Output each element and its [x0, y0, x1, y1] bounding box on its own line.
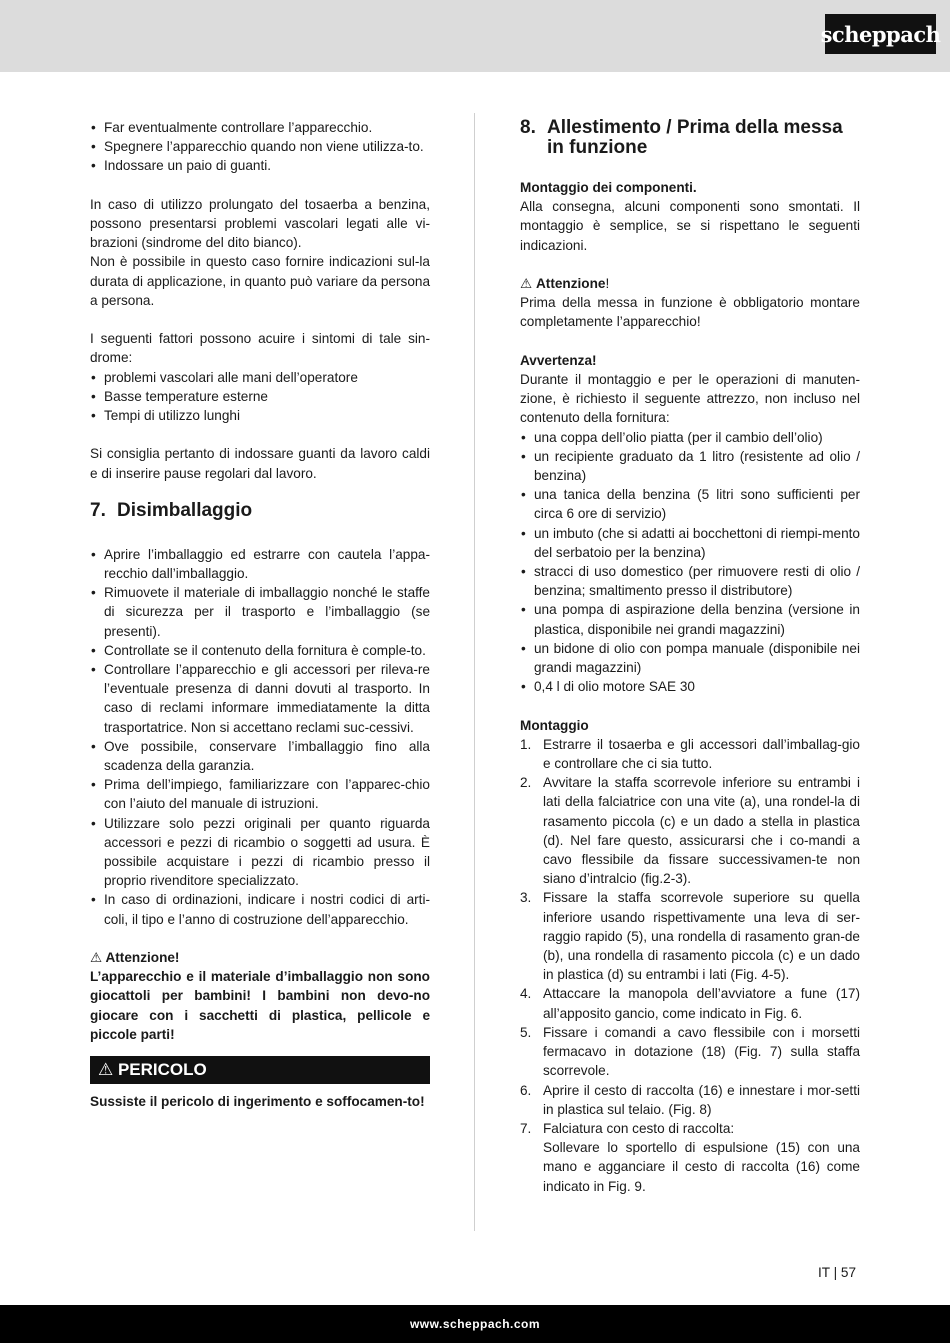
- left-column: [90, 118, 430, 1111]
- tool-bullet-list: [520, 428, 860, 697]
- list-item: • stracci di uso domestico (per rimuovere resti di olio / benzina; smaltimento presso il distributore): [520, 562, 860, 600]
- attention-line: [520, 274, 860, 293]
- footer-bar: [0, 1305, 950, 1343]
- danger-banner: [90, 1056, 430, 1084]
- step-item: 3. Fissare la staffa scorrevole superiore su quella inferiore usando rispettivamente una leva di ser-raggio rapido (5), una rondella di rasamento gran-de (b), una rondella di rasamento piccola (c) e un dado in plastica (d) su entrambi i lati (Fig. 4-5).: [520, 890, 860, 983]
- list-item: • Utilizzare solo pezzi originali per quanto riguarda accessori e pezzi di ricambio o soggetti ad usura. È possibile acquistare i pezzi di ricambio presso il proprio rivenditore specializzato.: [90, 814, 430, 891]
- warning-triangle-icon: ⚠: [520, 276, 533, 291]
- list-item: • Indossare un paio di guanti.: [90, 156, 430, 175]
- list-item: • un imbuto (che si adatti ai bocchettoni di riempi-mento del serbatoio per la benzina): [520, 524, 860, 562]
- brand-logo: [820, 14, 941, 54]
- list-item: • una pompa di aspirazione della benzina (versione in plastica, disponibile nei grandi magazzini): [520, 600, 860, 638]
- paragraph: Si consiglia pertanto di indossare guanti da lavoro caldi e di inserire pause regolari dal lavoro.: [90, 446, 430, 481]
- list-item: • Aprire l’imballaggio ed estrarre con cautela l’appa-recchio dall’imballaggio.: [90, 545, 430, 583]
- section-title-line2: in funzione: [547, 137, 648, 158]
- step-item: 1. Estrarre il tosaerba e gli accessori dall’imballag-gio e controllare che ci sia tutto.: [520, 736, 860, 772]
- danger-text: Sussiste il pericolo di ingerimento e soffocamen-to!: [90, 1094, 425, 1110]
- paragraph: Alla consegna, alcuni componenti sono smontati. Il montaggio è semplice, se si rispettano le seguenti indicazioni.: [520, 199, 860, 253]
- montaggio-heading: Montaggio: [520, 717, 589, 733]
- intro-bullet-list: [90, 118, 430, 176]
- right-column: [520, 118, 860, 1196]
- list-item: • una tanica della benzina (5 litri sono sufficienti per circa 6 ore di servizio): [520, 485, 860, 523]
- section-7-heading: [90, 501, 430, 521]
- attention-label: ⚠ Attenzione!: [90, 950, 180, 966]
- list-item: • Controllare l’apparecchio e gli accessori per rileva-re l’eventuale presenza di danni dovuti al trasporto. In caso di reclami informare immediatamente la ditta trasportatrice. Non si accettano reclami suc-cessivi.: [90, 660, 430, 737]
- list-item: • Rimuovete il materiale di imballaggio nonché le staffe di sicurezza per il trasporto e l’imballaggio (se presenti).: [90, 583, 430, 641]
- list-item: • Basse temperature esterne: [90, 387, 430, 406]
- step-item: 6. Aprire il cesto di raccolta (16) e innestare i mor-setti in plastica sul telaio. (Fig. 8): [520, 1082, 860, 1117]
- section-number: 7.: [90, 499, 106, 521]
- brand-name: scheppach: [820, 21, 941, 47]
- list-item: • Controllate se il contenuto della fornitura è comple-to.: [90, 641, 430, 660]
- list-item: • un bidone di olio con pompa manuale (disponibile nei grandi magazzini): [520, 639, 860, 677]
- list-item: • Ove possibile, conservare l’imballaggio fino alla scadenza della garanzia.: [90, 737, 430, 775]
- danger-label: ⚠ PERICOLO: [98, 1060, 207, 1080]
- step-item: 7. Falciatura con cesto di raccolta: Sollevare lo sportello di espulsione (15) con una mano e agganciare il cesto di raccolta (16) come indicato in Fig. 9.: [520, 1120, 860, 1194]
- attention-mark: !: [605, 276, 610, 291]
- attention-text: L’apparecchio e il materiale d’imballaggio non sono giocattoli per bambini! I bambini non devo-no giocare con i sacchetti di plastica, pellicole e piccole parti!: [90, 969, 430, 1042]
- step-item: 4. Attaccare la manopola dell’avviatore a fune (17) all’apposito gancio, come indicato in Fig. 6.: [520, 986, 860, 1021]
- section-8-heading: [520, 118, 860, 158]
- paragraph: In caso di utilizzo prolungato del tosaerba a benzina, possono presentarsi problemi vascolari legati alle vi-brazioni (sindrome del dito bianco).: [90, 196, 430, 251]
- header-band: [0, 0, 950, 72]
- page-number: IT | 57: [818, 1265, 857, 1280]
- list-item: • In caso di ordinazioni, indicare i nostri codici di arti-coli, il tipo e l’anno di costruzione dell’apparecchio.: [90, 890, 430, 928]
- list-item: • Prima dell’impiego, familiarizzare con l’apparec-chio con l’aiuto del manuale di istruzioni.: [90, 775, 430, 813]
- footer-url[interactable]: www.scheppach.com: [409, 1317, 541, 1331]
- paragraph: Durante il montaggio e per le operazioni di manuten-zione, è richiesto il seguente attrezzo, non incluso nel contenuto della fornitura:: [520, 372, 860, 426]
- assembly-heading: Montaggio dei componenti.: [520, 180, 697, 195]
- list-item: • 0,4 l di olio motore SAE 30: [520, 677, 860, 696]
- attention-word: Attenzione: [535, 276, 606, 291]
- section-number: 8.: [520, 117, 536, 138]
- section-title-line1: Allestimento / Prima della messa: [547, 117, 843, 138]
- list-item: • Tempi di utilizzo lunghi: [90, 406, 430, 425]
- step-subtext: Sollevare lo sportello di espulsione (15) con una mano e agganciare il cesto di raccolta (16) come indicato in Fig. 9.: [543, 1140, 860, 1194]
- unpacking-bullet-list: [90, 545, 430, 929]
- paragraph: Prima della messa in funzione è obbligatorio montare completamente l’apparecchio!: [520, 295, 860, 330]
- list-item: • Far eventualmente controllare l’apparecchio.: [90, 118, 430, 137]
- list-item: • problemi vascolari alle mani dell’operatore: [90, 368, 430, 387]
- step-item: 5. Fissare i comandi a cavo flessibile con i morsetti fermacavo in dotazione (18) (Fig. 7) sulla staffa scorrevole.: [520, 1024, 860, 1079]
- paragraph: Non è possibile in questo caso fornire indicazioni sul-la durata di applicazione, in quanto può variare da persona a persona.: [90, 254, 430, 308]
- paragraph: I seguenti fattori possono acuire i sintomi di tale sin-drome:: [90, 331, 430, 366]
- list-item: • Spegnere l’apparecchio quando non viene utilizza-to.: [90, 137, 430, 156]
- section-title: Disimballaggio: [117, 499, 253, 521]
- factor-bullet-list: [90, 368, 430, 426]
- list-item: • un recipiente graduato da 1 litro (resistente ad olio / benzina): [520, 447, 860, 485]
- warning-heading: Avvertenza!: [520, 352, 597, 368]
- list-item: • una coppa dell’olio piatta (per il cambio dell’olio): [520, 428, 860, 447]
- assembly-steps: [520, 735, 860, 1196]
- step-item: 2. Avvitare la staffa scorrevole inferiore su entrambi i lati della falciatrice con una vite (a), una rondel-la di rasamento piccola (c) e un dado a stella in plastica (d). Nel fare questo, assicurarsi che i co-mandi a cavo flessibile da fissare successivamen-te non siano d’intralcio (fig.2-3).: [520, 775, 860, 887]
- column-divider: [474, 113, 475, 1231]
